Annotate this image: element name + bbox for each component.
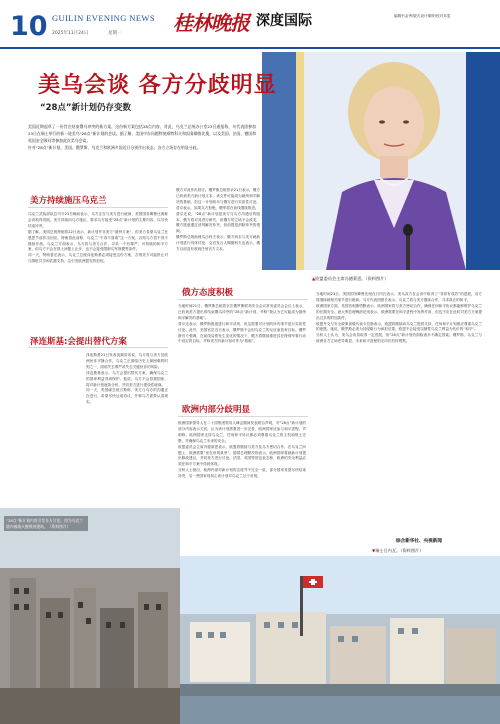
- section-heading-us-pressure: 美方持续施压乌克兰: [30, 196, 107, 206]
- section-body-russia: 当地时间21日，俄罗斯总统普京在俄罗斯联邦安全会议常务委员会会议上表示，已收到美方提出的结束俄乌冲突的“28点”新计划，并称“我认为它可能成为最终和平解决的基础”。 普京还表示，俄罗斯愿意进行和平谈判，但这需要对计划的所有细节进行实质性讨论。此外，美国官员近日表示，俄罗斯不会因乌克兰的反应而放弃目标。俄罗斯官方强调，在前线局势发生变化的情况下，俄方将继续推进其在特别军事行动中设定的目标，并称美方的新计划可作为“基础”。: [178, 304, 306, 344]
- issue-weekday: 星期一: [108, 31, 122, 36]
- column2-top-text: 俄方对此作出回应。俄罗斯总统普京21日表示，俄方已收到美方新计划文本，该文件可能成为最终和平解决的基础，但这一计划尚未与俄方进行实质性讨论。普京表示，如果乌方拒绝，俄军将在前线继续推进。 普京还说，“28点”新计划是美方与乌方沟通后的版本，俄方将对其进行研究，但俄方的立场不会改变，俄方愿意通过谈判解决冲突，但前提是消除冲突的根源。 俄罗斯总统助理乌沙科夫表示，俄方尚未与美方就新计划进行具体讨论，克宫发言人佩斯科夫也表示，俄方目前没有收到任何官方文本。: [176, 188, 260, 252]
- section-divider: [178, 416, 308, 417]
- portrait-illustration: [262, 52, 500, 270]
- geneva-illustration: [180, 556, 500, 724]
- ruins-caption: [4, 516, 88, 531]
- section-divider: [28, 207, 168, 208]
- page-number: 10: [10, 11, 48, 42]
- ruins-illustration: [0, 508, 180, 724]
- section-title: 深度国际: [256, 13, 312, 29]
- caption-triangle-icon: ▲: [312, 276, 316, 281]
- section-body-us-pressure: 乌克兰武装部队总司令23日晚间表示，乌方正在与美方进行磋商，美国国务卿鲁比奥称会谈取得进展。美方持续向乌方施压，要求乌方接受“28点”新计划的主要内容，以尽快结束冲突。 据了解，美国总统特朗普22日表示，新计划并非美方“最终方案”，但美方希望乌克兰在感恩节前作出回应。特朗普此前称，乌克兰“不得不喜欢”这一方案，否则乌方将不得不继续作战。乌克兰方面表示，乌方将与美方合作，寻求一个有尊严、可持续的和平方案，但乌方不会在领土问题上让步，也不会接受限制乌军规模等条件。 同一天，特朗普还表示，乌克兰总统泽连斯基必须接受这份方案，否则美方可能停止对乌情报共享和武器支持，这引发欧洲盟友的担忧。: [28, 212, 168, 264]
- section-body-zelensky: 泽连斯基21日发表视频讲话说，乌方将与美方及欧洲伙伴平静合作，乌克兰正面临历史上最困难的时刻之一，面临失去尊严或失去关键伙伴的风险。 泽连斯基表示，乌方会提出替代方案，确保乌克兰的国家利益得到保护。他说，乌方不会背叛国家，将对新计划逐条分析，并同美方进行建设性磋商。 同一天，美国副总统万斯称，美方与乌方的沟通正在进行，希望尽快达成协议，并称乌方需要认清现实。: [86, 353, 168, 405]
- paper-name-en: GUILIN EVENING NEWS: [52, 13, 155, 23]
- section-heading-russia: 俄方态度积极: [182, 288, 234, 298]
- section-body-europe: 欧洲国家领导人在二十国集团领导人峰会期间发表联合声明，对“28点”新计划的部分内容表示关切，认为该计划需要进一步完善，欧洲国家应参与和平进程。声明称，欧洲国家支持乌克兰，任何和平协议都必须尊重乌克兰的主权和领土完整，并确保乌克兰未来的安全。 欧盟委员会主席冯德莱恩表示，欧盟将继续与美方及乌方密切合作，在乌克兰问题上，欧洲需要“坐在谈判桌旁”。德国总理默茨则表示，欧洲国家将就新计划提出修改建议，并同美方进行讨论。法国、英国等国也表态称，欧洲的安全利益必须在和平方案中得到体现。 分析人士指出，欧洲内部对新计划的态度并不完全一致，部分国家希望尽快结束冲突，另一些国家则担心该计划对乌克兰过于苛刻。: [178, 421, 306, 479]
- byline: 综合新华社、央视新闻: [396, 539, 442, 544]
- ruins-photo: [0, 508, 180, 724]
- geneva-caption-text: 瑞士日内瓦。（资料图片）: [375, 548, 424, 553]
- geneva-photo: [180, 556, 500, 724]
- section-heading-europe: 欧洲内部分歧明显: [182, 405, 251, 415]
- issue-date: 2025年11月24日: [52, 31, 89, 36]
- portrait-caption: [312, 276, 498, 282]
- section-heading-zelensky: 泽连斯基:会提出替代方案: [30, 337, 127, 347]
- column3-text: 当地时间23日，美国国务卿鲁比奥在日内瓦表示，美乌双方在会谈中取得了“非常有成效”的进展，双方将继续就相关细节进行磋商。乌方代表团团长表示，乌克兰将与美方继续合作，寻求真正的和平。 欧洲国家方面，英国首相斯塔默表示，欧洲国家将与美方密切合作，确保任何和平协议都能够维护乌克兰的长期安全。意大利总理梅洛尼则表示，欧洲需要在和平进程中发挥作用，但也不应在此时对美方方案提出过多的附加条件。 欧盟外交与安全政策高级代表卡拉斯表示，欧盟将继续向乌克兰提供支持，任何和平计划都应尊重乌克兰的意愿。她说，俄罗斯必须为其侵略行为承担后果，欧盟不会接受以牺牲乌克兰利益为代价的“和平”。 分析人士认为，美乌会谈虽取得一定进展，但“28点”新计划仍面临诸多不确定因素。俄罗斯、乌克兰与欧洲各方立场差异明显，未来和平进程的走向仍有待观察。: [316, 292, 482, 344]
- section-divider: [178, 299, 308, 300]
- header-rule: [0, 47, 500, 49]
- ruins-caption-text: “28点”新计划内容引发各方讨论。图为乌克兰境内被战火摧毁的建筑。（资料图片）: [6, 518, 84, 529]
- portrait-photo: [262, 52, 500, 270]
- headline: 美乌会谈 各方分歧明显: [38, 73, 277, 98]
- caption-triangle-icon: ▼: [372, 548, 376, 553]
- geneva-caption: [372, 548, 492, 554]
- masthead-logo: 桂林晚报: [173, 11, 249, 35]
- subheadline: “28点”新计划仍存变数: [40, 103, 132, 113]
- lead-paragraph: 美国近期起草了一份旨在结束俄乌冲突的新方案，这份新方案包括28点内容，对此，乌克兰总统办公室23日通报称，乌代表团参加23日在瑞士举行的新一轮美乌“28点”新计划的会谈。据了解，美国中东问题特使威特科夫和国务卿鲁比奥，以及美国、法国、德国和英国安全顾问等参加此次美乌会谈。 针对“28点”新计划，美国、俄罗斯、乌克兰和欧洲多国近日分别作出表态，各方立场存在明显分歧。: [28, 124, 256, 150]
- page-header: [0, 0, 500, 52]
- section-divider: [28, 347, 168, 348]
- editor-credits: 编辑韦金秀/版式设计秦烨/校对邓雯: [394, 14, 451, 18]
- portrait-caption-text: 欧盟委员会主席冯德莱恩。（资料图片）: [315, 276, 389, 281]
